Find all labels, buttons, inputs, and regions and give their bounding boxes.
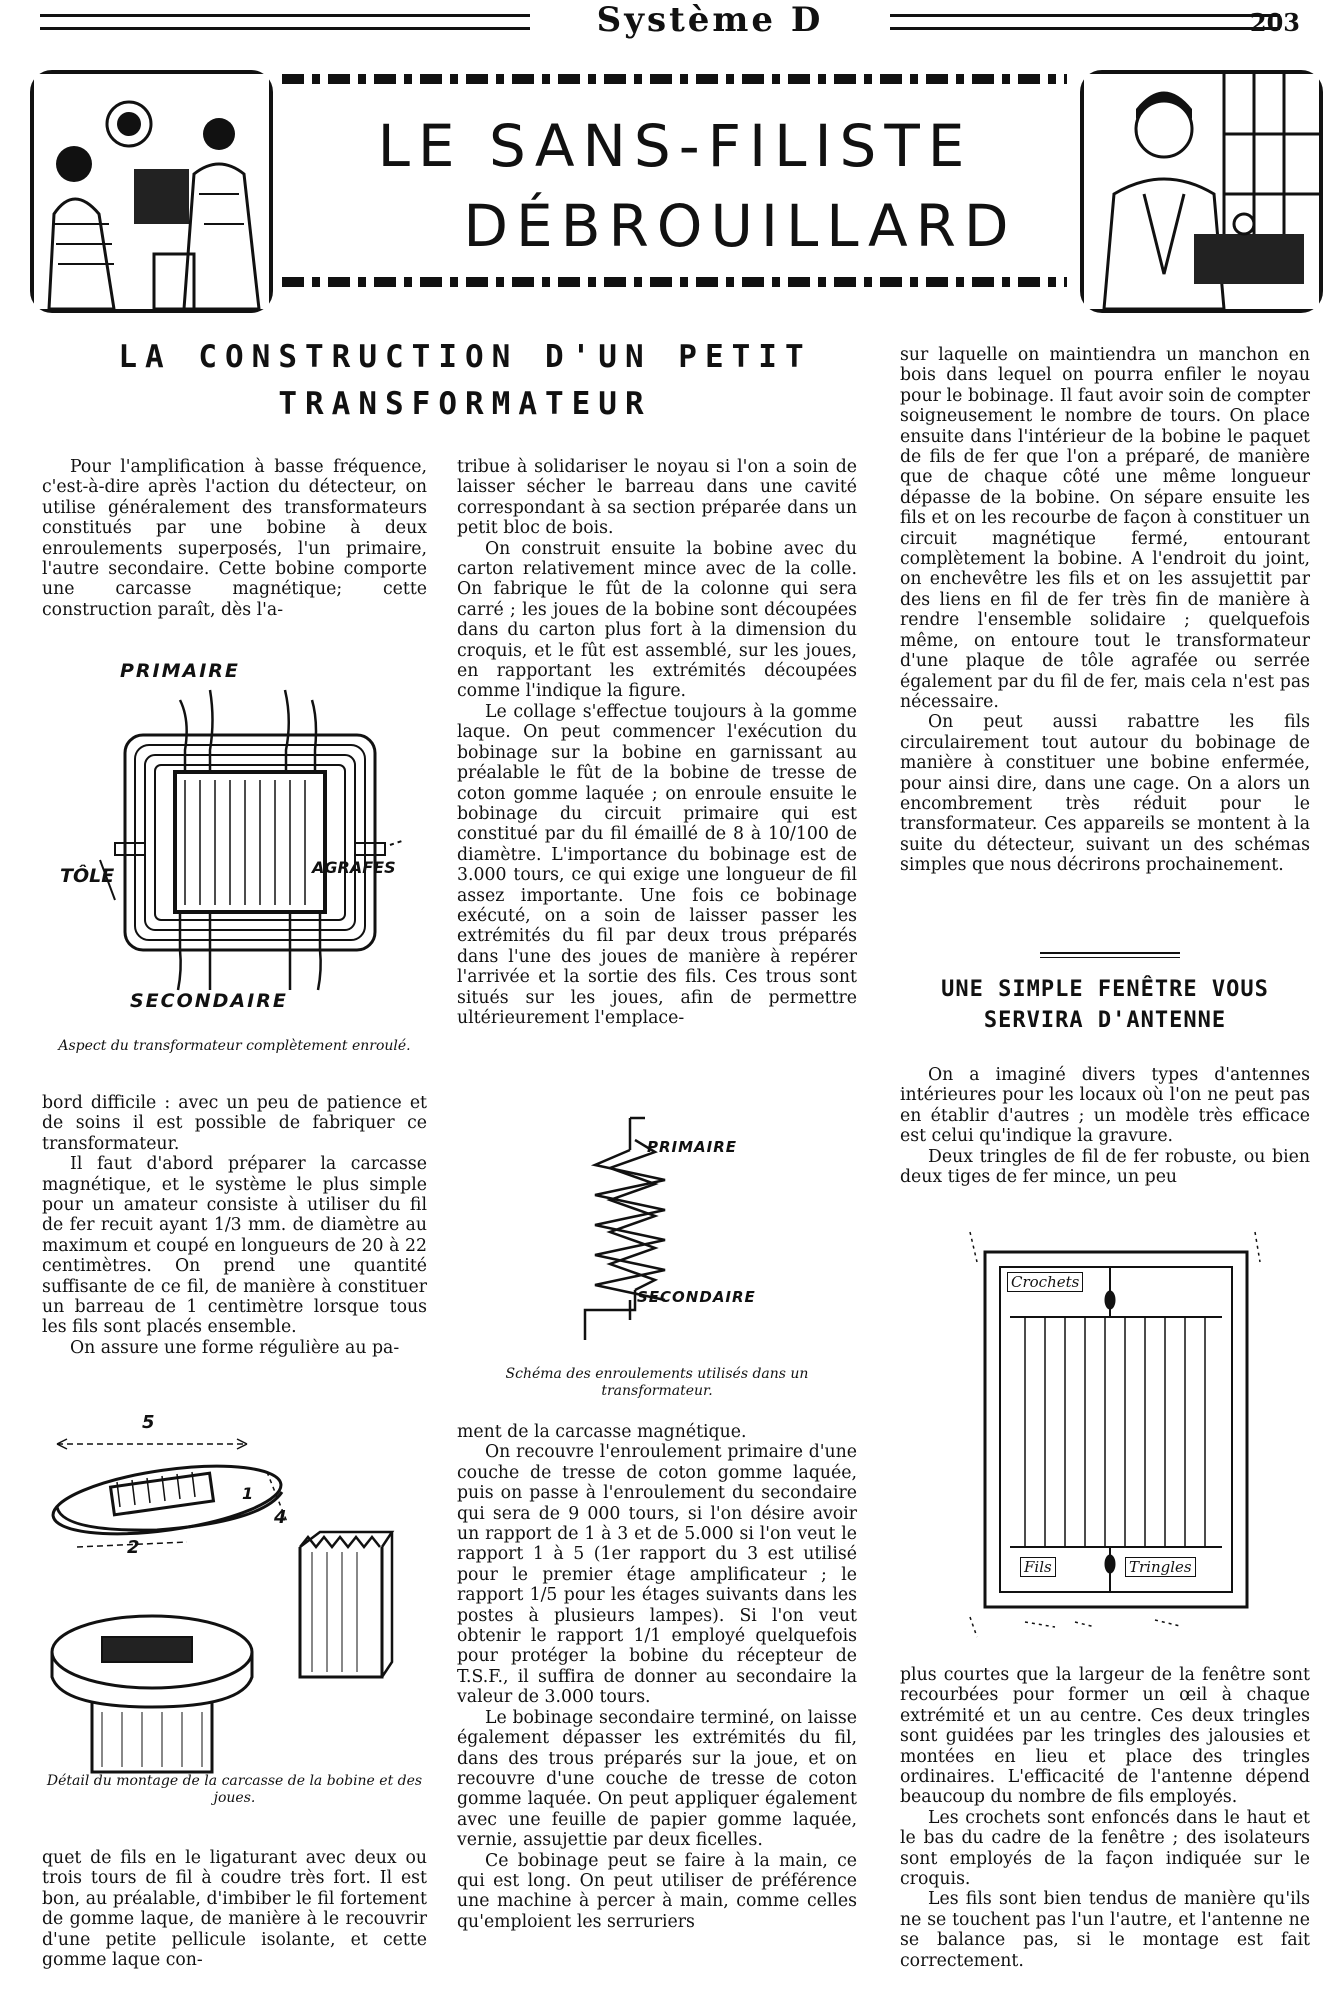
dim-1: 1 xyxy=(242,1484,254,1503)
label-tole: TÔLE xyxy=(60,865,115,887)
dim-2: 2 xyxy=(127,1537,140,1558)
transformer-drawing xyxy=(60,660,410,1000)
column1-block1 xyxy=(42,457,427,620)
banner-rule-top xyxy=(282,74,1067,84)
journal-title: Système D xyxy=(596,0,824,40)
paragraph: Le bobinage secondaire terminé, on laisse également dépasser les extrémités du fil, dans des trous préparés sur la joue, et on recouvre d'une couche de tresse de coton gomme laquée. On peut appliquer également avec une feuille de papier gomme laquée, vernie, assujettie par deux ficelles. xyxy=(457,1707,857,1851)
paragraph: On a imaginé divers types d'antennes intérieures pour les locaux où l'on ne peut pas en établir d'autres ; un modèle très efficace est celui qu'indique la gravure. xyxy=(900,1065,1310,1147)
section-banner xyxy=(30,62,1320,318)
figure-window-antenna xyxy=(965,1222,1265,1642)
label-primaire-schematic: PRIMAIRE xyxy=(647,1138,738,1156)
banner-rule-bottom xyxy=(282,277,1067,287)
article2-block2 xyxy=(900,1665,1310,1971)
paragraph: ment de la carcasse magnétique. xyxy=(457,1422,747,1442)
caption-winding-schematic: Schéma des enroulements utilisés dans un transformateur. xyxy=(505,1366,809,1399)
label-agrafes: AGRAFES xyxy=(312,858,396,877)
paragraph: On assure une forme régulière au pa- xyxy=(70,1337,400,1358)
bobbin-drawing xyxy=(42,1412,427,1782)
running-head xyxy=(30,0,1310,44)
caption-transformer: Aspect du transformateur complètement enroulé. xyxy=(58,1038,411,1054)
figure-transformer xyxy=(60,660,410,1050)
dim-4: 4 xyxy=(274,1507,287,1528)
paragraph: Pour l'amplification à basse fréquence, c'est-à-dire après l'action du détecteur, on utilise généralement des transformateurs constitués par une bobine à deux enroulements superposés, l'un primaire, l'autre secondaire. Cette bobine comporte une carcasse magnétique; cette construction paraît, dès l'a- xyxy=(42,457,427,620)
column1-block3 xyxy=(42,1848,427,1970)
article-title-line2: TRANSFORMATEUR xyxy=(278,386,652,422)
section-divider-thin xyxy=(1040,957,1180,958)
dim-5: 5 xyxy=(142,1412,155,1433)
figure-bobbin-detail xyxy=(42,1412,427,1782)
caption-bobbin-detail: Détail du montage de la carcasse de la bobine et des joues. xyxy=(46,1773,423,1806)
paragraph: bord difficile : avec un peu de patience et de soins il est possible de fabriquer ce transformateur. xyxy=(42,1093,427,1154)
column1-block2 xyxy=(42,1093,427,1358)
paragraph: tribue à solidariser le noyau si l'on a soin de laisser sécher le barreau dans une cavité correspondant à sa section préparée dans un petit bloc de bois. xyxy=(457,457,857,539)
header-rule-right xyxy=(890,14,1280,30)
article2-block1 xyxy=(900,1065,1310,1187)
banner-vignette-left xyxy=(30,70,273,313)
label-primaire: PRIMAIRE xyxy=(120,660,240,682)
article2-title-line2: SERVIRA D'ANTENNE xyxy=(983,1008,1227,1033)
banner-title-line1: LE SANS-FILISTE xyxy=(377,112,973,180)
paragraph: sur laquelle on maintiendra un manchon en bois dans lequel on pourra enfiler le noyau pour le bobinage. Il faut avoir soin de compter soigneusement le nombre de tours. On place ensuite dans l'intérieur de la bobine le paquet de fils de fer que l'on a préparé, de manière que de chaque côté une même longueur dépasse de la bobine. On sépare ensuite les fils et on les recourbe de façon à constituer un circuit magnétique fermé, entourant complètement la bobine. A l'endroit du joint, on enchevêtre les fils et on les assujettit par des liens en fil de fer très fin de manière à rendre l'ensemble solidaire ; quelquefois même, on entoure tout le transformateur d'une plaque de tôle agrafée ou serrée également par du fil de fer, mais cela n'est pas nécessaire. xyxy=(900,345,1310,712)
label-secondaire: SECONDAIRE xyxy=(130,990,288,1012)
column3-block1 xyxy=(900,345,1310,876)
paragraph: Le collage s'effectue toujours à la gomme laque. On peut commencer l'exécution du bobinage sur la bobine en garnissant au préalable le fût de la bobine de tresse de coton gomme laquée ; on enroule ensuite le bobinage du circuit primaire qui est constitué par du fil émaillé de 8 à 10/100 de diamètre. L'importance du bobinage est de 3.000 tours, ce qui exige une longueur de fil assez importante. Une fois ce bobinage exécuté, on a soin de laisser passer les extrémités du fil par deux trous préparés dans l'une des joues de manière à repérer l'arrivée et la sortie des fils. Ces trous sont situés sur les joues, afin de permettre ultérieurement l'emplace- xyxy=(457,701,857,1028)
label-secondaire-schematic: SECONDAIRE xyxy=(637,1288,756,1306)
label-fils: Fils xyxy=(1020,1557,1056,1577)
paragraph: Les fils sont bien tendus de manière qu'ils ne se touchent pas l'un l'autre, et l'antenne ne se balance pas, si le montage est fait correctement. xyxy=(900,1889,1310,1971)
paragraph: On recouvre l'enroulement primaire d'une couche de tresse de coton gomme laquée, puis on passe à l'enroulement du secondaire qui sera de 9 000 tours, si l'on désire avoir un rapport de 1 à 3 et de 5.000 si l'on veut le rapport 1 à 5 (1er rapport du 3 est utilisé pour le premier étage amplificateur ; le rapport 1/5 pour les étages suivants dans les postes à plusieurs lampes). Si l'on veut obtenir le rapport 1/1 employé quelquefois pour protéger la bobine du récepteur de T.S.F., il suffira de donner au secondaire la valeur de 3.000 tours. xyxy=(457,1442,857,1708)
label-tringles: Tringles xyxy=(1125,1557,1196,1577)
label-crochets: Crochets xyxy=(1007,1272,1083,1292)
header-rule-left xyxy=(40,14,530,30)
paragraph: plus courtes que la largeur de la fenêtre sont recourbées pour former un œil à chaque extrémité et un au centre. Ces deux tringles sont guidées par les tringles des jalousies et montées en lieu et place des tringles ordinaires. L'efficacité de l'antenne dépend beaucoup du nombre de fils employés. xyxy=(900,1665,1310,1808)
banner-vignette-right xyxy=(1080,70,1323,313)
paragraph: Il faut d'abord préparer la carcasse magnétique, et le système le plus simple pour un amateur consiste à utiliser du fil de fer recuit ayant 1/3 mm. de diamètre au maximum et coupé en longueurs de 20 à 22 centimètres. On prend une quantité suffisante de ce fil, de manière à constituer un barreau de 1 centimètre lorsque tous les fils sont placés ensemble. xyxy=(42,1154,427,1338)
paragraph: Ce bobinage peut se faire à la main, ce qui est long. On peut utiliser de préférence une machine à percer à main, comme celles qu'emploient les serruriers xyxy=(457,1850,857,1932)
column2-block1 xyxy=(457,457,857,1028)
article2-title-line1: UNE SIMPLE FENÊTRE VOUS xyxy=(941,977,1269,1002)
article-title-line1: LA CONSTRUCTION D'UN PETIT xyxy=(118,339,812,375)
column2-block2 xyxy=(457,1422,857,1932)
banner-title-line2: DÉBROUILLARD xyxy=(463,192,1017,260)
paragraph: Les crochets sont enfoncés dans le haut et le bas du cadre de la fenêtre ; des isolateurs sont employés de la façon indiquée sur le croquis. xyxy=(900,1807,1310,1890)
paragraph: Deux tringles de fil de fer robuste, ou bien deux tiges de fer mince, un peu xyxy=(900,1146,1310,1188)
section-divider xyxy=(1040,952,1180,954)
page-number: 203 xyxy=(1249,8,1300,37)
paragraph: On peut aussi rabattre les fils circulairement tout autour du bobinage de manière à constituer une bobine enfermée, pour ainsi dire, dans une cage. On a alors un encombrement très réduit pour le transformateur. Ces appareils se montent à la suite du détecteur, suivant un des schémas simples que nous décrirons prochainement. xyxy=(900,712,1310,876)
figure-winding-schematic xyxy=(555,1110,805,1350)
paragraph: quet de fils en le ligaturant avec deux ou trois tours de fil à coudre très fort. Il est bon, au préalable, d'imbiber le fil fortement de gomme laque, de manière à le recouvrir d'une petite pellicule isolante, et cette gomme laque con- xyxy=(42,1848,427,1971)
paragraph: On construit ensuite la bobine avec du carton relativement mince avec de la colle. On fabrique le fût de la colonne qui sera carré ; les joues de la bobine sont découpées dans du carton plus fort à la dimension du croquis, et le fût est assemblé, sur les joues, en rapportant les extrémités découpées comme l'indique la figure. xyxy=(457,538,857,702)
